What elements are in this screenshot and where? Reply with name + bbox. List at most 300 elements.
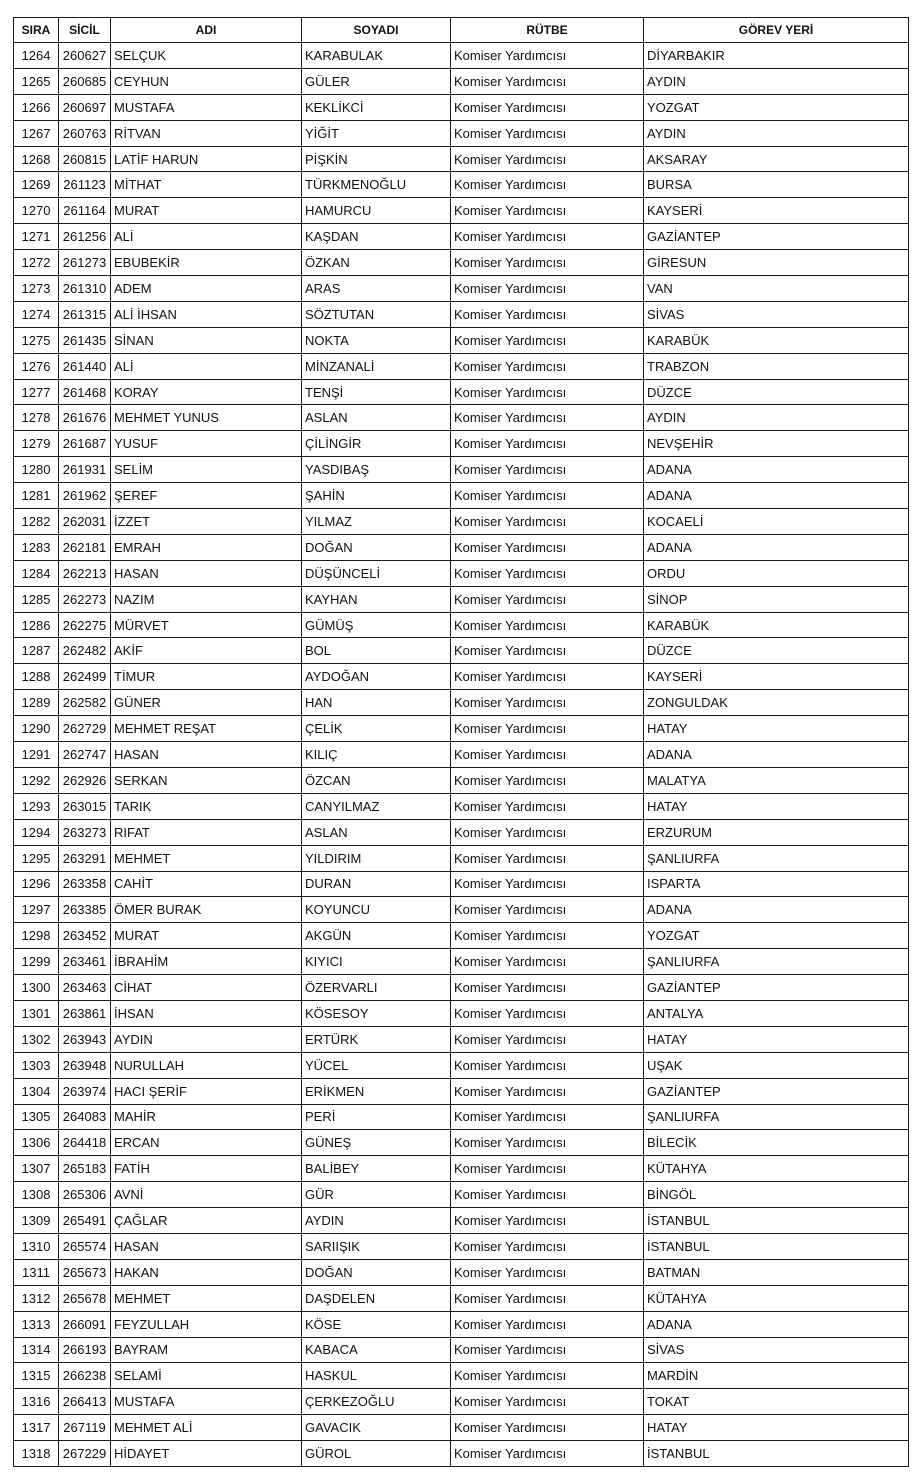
table-row — [14, 923, 909, 949]
cell-gorev-yeri: SİVAS — [644, 1337, 909, 1363]
cell-gorev-yeri: AYDIN — [644, 405, 909, 431]
cell-sicil: 260697 — [59, 94, 111, 120]
cell-adi: HİDAYET — [111, 1441, 302, 1467]
table-row — [14, 1233, 909, 1259]
cell-sicil: 266413 — [59, 1389, 111, 1415]
table-row — [14, 1311, 909, 1337]
table-row — [14, 1078, 909, 1104]
cell-sira: 1298 — [14, 923, 59, 949]
table-row — [14, 664, 909, 690]
cell-gorev-yeri: GAZİANTEP — [644, 224, 909, 250]
cell-soyadi: YÜCEL — [302, 1052, 451, 1078]
cell-sira: 1285 — [14, 586, 59, 612]
table-row — [14, 845, 909, 871]
cell-adi: ALİ — [111, 224, 302, 250]
table-row — [14, 1208, 909, 1234]
cell-rutbe: Komiser Yardımcısı — [451, 327, 644, 353]
cell-adi: HAKAN — [111, 1259, 302, 1285]
cell-sira: 1277 — [14, 379, 59, 405]
cell-soyadi: ERİKMEN — [302, 1078, 451, 1104]
cell-soyadi: YASDIBAŞ — [302, 457, 451, 483]
header-gorev-yeri: GÖREV YERİ — [644, 18, 909, 43]
cell-adi: CAHİT — [111, 871, 302, 897]
cell-sicil: 260763 — [59, 120, 111, 146]
cell-adi: ERCAN — [111, 1130, 302, 1156]
cell-sicil: 263273 — [59, 819, 111, 845]
cell-soyadi: AKGÜN — [302, 923, 451, 949]
cell-sira: 1310 — [14, 1233, 59, 1259]
cell-sira: 1278 — [14, 405, 59, 431]
cell-soyadi: KABACA — [302, 1337, 451, 1363]
header-soyadi: SOYADI — [302, 18, 451, 43]
cell-rutbe: Komiser Yardımcısı — [451, 379, 644, 405]
cell-soyadi: DOĞAN — [302, 534, 451, 560]
cell-sira: 1282 — [14, 509, 59, 535]
cell-rutbe: Komiser Yardımcısı — [451, 1000, 644, 1026]
cell-gorev-yeri: KARABÜK — [644, 327, 909, 353]
cell-rutbe: Komiser Yardımcısı — [451, 534, 644, 560]
cell-soyadi: DAŞDELEN — [302, 1285, 451, 1311]
cell-gorev-yeri: MALATYA — [644, 767, 909, 793]
cell-rutbe: Komiser Yardımcısı — [451, 1104, 644, 1130]
cell-adi: AKİF — [111, 638, 302, 664]
cell-sicil: 264083 — [59, 1104, 111, 1130]
cell-rutbe: Komiser Yardımcısı — [451, 43, 644, 69]
cell-gorev-yeri: AKSARAY — [644, 146, 909, 172]
cell-adi: MEHMET ALİ — [111, 1415, 302, 1441]
cell-rutbe: Komiser Yardımcısı — [451, 716, 644, 742]
cell-soyadi: AYDOĞAN — [302, 664, 451, 690]
cell-sira: 1265 — [14, 68, 59, 94]
cell-sicil: 261310 — [59, 276, 111, 302]
cell-sira: 1305 — [14, 1104, 59, 1130]
cell-adi: MAHİR — [111, 1104, 302, 1130]
cell-rutbe: Komiser Yardımcısı — [451, 1337, 644, 1363]
cell-soyadi: KARABULAK — [302, 43, 451, 69]
cell-adi: MUSTAFA — [111, 94, 302, 120]
cell-adi: MUSTAFA — [111, 1389, 302, 1415]
cell-adi: ÇAĞLAR — [111, 1208, 302, 1234]
table-row — [14, 250, 909, 276]
cell-gorev-yeri: İSTANBUL — [644, 1208, 909, 1234]
table-row — [14, 897, 909, 923]
cell-sicil: 262729 — [59, 716, 111, 742]
cell-sicil: 263015 — [59, 793, 111, 819]
cell-sira: 1291 — [14, 742, 59, 768]
cell-adi: SİNAN — [111, 327, 302, 353]
cell-soyadi: KOYUNCU — [302, 897, 451, 923]
cell-sicil: 261676 — [59, 405, 111, 431]
cell-rutbe: Komiser Yardımcısı — [451, 612, 644, 638]
cell-rutbe: Komiser Yardımcısı — [451, 923, 644, 949]
table-row — [14, 1363, 909, 1389]
cell-sira: 1271 — [14, 224, 59, 250]
cell-rutbe: Komiser Yardımcısı — [451, 1285, 644, 1311]
cell-sira: 1313 — [14, 1311, 59, 1337]
cell-rutbe: Komiser Yardımcısı — [451, 1156, 644, 1182]
cell-sicil: 266091 — [59, 1311, 111, 1337]
cell-soyadi: KAYHAN — [302, 586, 451, 612]
table-row — [14, 1389, 909, 1415]
cell-sicil: 262273 — [59, 586, 111, 612]
cell-sira: 1284 — [14, 560, 59, 586]
cell-adi: SERKAN — [111, 767, 302, 793]
cell-rutbe: Komiser Yardımcısı — [451, 1233, 644, 1259]
table-row — [14, 534, 909, 560]
header-sira: SIRA — [14, 18, 59, 43]
cell-rutbe: Komiser Yardımcısı — [451, 897, 644, 923]
table-row — [14, 586, 909, 612]
cell-rutbe: Komiser Yardımcısı — [451, 793, 644, 819]
table-row — [14, 1441, 909, 1467]
cell-sira: 1276 — [14, 353, 59, 379]
cell-adi: MURAT — [111, 923, 302, 949]
cell-sicil: 260815 — [59, 146, 111, 172]
cell-sicil: 263861 — [59, 1000, 111, 1026]
table-row — [14, 975, 909, 1001]
table-row — [14, 1285, 909, 1311]
cell-sicil: 265574 — [59, 1233, 111, 1259]
cell-rutbe: Komiser Yardımcısı — [451, 1363, 644, 1389]
cell-gorev-yeri: TOKAT — [644, 1389, 909, 1415]
cell-adi: AVNİ — [111, 1182, 302, 1208]
cell-soyadi: ARAS — [302, 276, 451, 302]
cell-sicil: 262031 — [59, 509, 111, 535]
cell-sira: 1264 — [14, 43, 59, 69]
cell-rutbe: Komiser Yardımcısı — [451, 690, 644, 716]
cell-gorev-yeri: GİRESUN — [644, 250, 909, 276]
cell-adi: HASAN — [111, 742, 302, 768]
cell-adi: AYDIN — [111, 1026, 302, 1052]
cell-gorev-yeri: ADANA — [644, 742, 909, 768]
cell-soyadi: ÇİLİNGİR — [302, 431, 451, 457]
cell-gorev-yeri: BATMAN — [644, 1259, 909, 1285]
table-row — [14, 120, 909, 146]
cell-sira: 1275 — [14, 327, 59, 353]
cell-adi: HACI ŞERİF — [111, 1078, 302, 1104]
cell-soyadi: GÜR — [302, 1182, 451, 1208]
cell-adi: MEHMET REŞAT — [111, 716, 302, 742]
cell-gorev-yeri: ZONGULDAK — [644, 690, 909, 716]
table-row — [14, 1000, 909, 1026]
cell-soyadi: HAN — [302, 690, 451, 716]
cell-adi: HASAN — [111, 560, 302, 586]
cell-rutbe: Komiser Yardımcısı — [451, 431, 644, 457]
cell-sicil: 266193 — [59, 1337, 111, 1363]
cell-adi: EBUBEKİR — [111, 250, 302, 276]
cell-adi: SELÇUK — [111, 43, 302, 69]
cell-gorev-yeri: DÜZCE — [644, 638, 909, 664]
cell-adi: RIFAT — [111, 819, 302, 845]
cell-rutbe: Komiser Yardımcısı — [451, 819, 644, 845]
cell-soyadi: ÖZERVARLI — [302, 975, 451, 1001]
cell-adi: İBRAHİM — [111, 949, 302, 975]
cell-soyadi: TENŞİ — [302, 379, 451, 405]
table-row — [14, 276, 909, 302]
cell-sicil: 265678 — [59, 1285, 111, 1311]
cell-sicil: 263358 — [59, 871, 111, 897]
cell-soyadi: ÖZKAN — [302, 250, 451, 276]
cell-rutbe: Komiser Yardımcısı — [451, 509, 644, 535]
cell-sicil: 260685 — [59, 68, 111, 94]
cell-sira: 1286 — [14, 612, 59, 638]
cell-sira: 1306 — [14, 1130, 59, 1156]
cell-gorev-yeri: ERZURUM — [644, 819, 909, 845]
table-row — [14, 379, 909, 405]
cell-adi: RİTVAN — [111, 120, 302, 146]
cell-rutbe: Komiser Yardımcısı — [451, 301, 644, 327]
cell-soyadi: GÜNEŞ — [302, 1130, 451, 1156]
cell-sira: 1297 — [14, 897, 59, 923]
cell-adi: ŞEREF — [111, 483, 302, 509]
cell-sira: 1299 — [14, 949, 59, 975]
cell-sira: 1302 — [14, 1026, 59, 1052]
cell-sicil: 265306 — [59, 1182, 111, 1208]
cell-sicil: 261256 — [59, 224, 111, 250]
cell-rutbe: Komiser Yardımcısı — [451, 68, 644, 94]
cell-sira: 1281 — [14, 483, 59, 509]
cell-sicil: 262213 — [59, 560, 111, 586]
cell-soyadi: DÜŞÜNCELİ — [302, 560, 451, 586]
cell-gorev-yeri: GAZİANTEP — [644, 975, 909, 1001]
cell-soyadi: DURAN — [302, 871, 451, 897]
cell-gorev-yeri: KAYSERİ — [644, 664, 909, 690]
cell-sira: 1289 — [14, 690, 59, 716]
cell-rutbe: Komiser Yardımcısı — [451, 457, 644, 483]
cell-sicil: 261468 — [59, 379, 111, 405]
cell-gorev-yeri: DÜZCE — [644, 379, 909, 405]
cell-soyadi: KIYICI — [302, 949, 451, 975]
cell-rutbe: Komiser Yardımcısı — [451, 224, 644, 250]
table-row — [14, 1259, 909, 1285]
cell-sicil: 263452 — [59, 923, 111, 949]
cell-sicil: 263463 — [59, 975, 111, 1001]
table-row — [14, 1415, 909, 1441]
cell-sicil: 266238 — [59, 1363, 111, 1389]
cell-soyadi: ŞAHİN — [302, 483, 451, 509]
cell-adi: ADEM — [111, 276, 302, 302]
cell-sira: 1301 — [14, 1000, 59, 1026]
cell-adi: FATİH — [111, 1156, 302, 1182]
cell-gorev-yeri: UŞAK — [644, 1052, 909, 1078]
cell-sicil: 261164 — [59, 198, 111, 224]
cell-sira: 1318 — [14, 1441, 59, 1467]
cell-adi: ALİ — [111, 353, 302, 379]
cell-soyadi: HASKUL — [302, 1363, 451, 1389]
cell-gorev-yeri: GAZİANTEP — [644, 1078, 909, 1104]
table-row — [14, 43, 909, 69]
cell-rutbe: Komiser Yardımcısı — [451, 1415, 644, 1441]
table-row — [14, 301, 909, 327]
cell-sira: 1270 — [14, 198, 59, 224]
cell-soyadi: CANYILMAZ — [302, 793, 451, 819]
cell-gorev-yeri: ŞANLIURFA — [644, 845, 909, 871]
cell-gorev-yeri: ŞANLIURFA — [644, 1104, 909, 1130]
cell-sira: 1295 — [14, 845, 59, 871]
cell-sicil: 263385 — [59, 897, 111, 923]
cell-gorev-yeri: HATAY — [644, 716, 909, 742]
cell-rutbe: Komiser Yardımcısı — [451, 198, 644, 224]
table-row — [14, 172, 909, 198]
table-row — [14, 871, 909, 897]
cell-gorev-yeri: KÜTAHYA — [644, 1285, 909, 1311]
cell-soyadi: AYDIN — [302, 1208, 451, 1234]
cell-gorev-yeri: ADANA — [644, 897, 909, 923]
cell-gorev-yeri: ADANA — [644, 457, 909, 483]
cell-soyadi: BALİBEY — [302, 1156, 451, 1182]
cell-sicil: 267229 — [59, 1441, 111, 1467]
table-row — [14, 1156, 909, 1182]
cell-adi: LATİF HARUN — [111, 146, 302, 172]
cell-soyadi: ÇERKEZOĞLU — [302, 1389, 451, 1415]
cell-soyadi: KÖSESOY — [302, 1000, 451, 1026]
cell-gorev-yeri: KAYSERİ — [644, 198, 909, 224]
cell-sicil: 261315 — [59, 301, 111, 327]
cell-sira: 1303 — [14, 1052, 59, 1078]
cell-rutbe: Komiser Yardımcısı — [451, 1052, 644, 1078]
cell-adi: MİTHAT — [111, 172, 302, 198]
cell-sicil: 261435 — [59, 327, 111, 353]
header-adi: ADI — [111, 18, 302, 43]
table-row — [14, 638, 909, 664]
cell-gorev-yeri: ADANA — [644, 534, 909, 560]
cell-soyadi: ÖZCAN — [302, 767, 451, 793]
cell-sira: 1267 — [14, 120, 59, 146]
header-rutbe: RÜTBE — [451, 18, 644, 43]
cell-rutbe: Komiser Yardımcısı — [451, 146, 644, 172]
cell-soyadi: KAŞDAN — [302, 224, 451, 250]
cell-adi: FEYZULLAH — [111, 1311, 302, 1337]
table-row — [14, 1104, 909, 1130]
cell-sicil: 262482 — [59, 638, 111, 664]
table-row — [14, 457, 909, 483]
cell-soyadi: GÜROL — [302, 1441, 451, 1467]
cell-sira: 1315 — [14, 1363, 59, 1389]
table-header — [14, 18, 909, 43]
cell-soyadi: KILIÇ — [302, 742, 451, 768]
cell-soyadi: NOKTA — [302, 327, 451, 353]
cell-adi: TİMUR — [111, 664, 302, 690]
cell-sira: 1307 — [14, 1156, 59, 1182]
cell-soyadi: GÜMÜŞ — [302, 612, 451, 638]
table-row — [14, 690, 909, 716]
table-row — [14, 793, 909, 819]
table-row — [14, 146, 909, 172]
cell-rutbe: Komiser Yardımcısı — [451, 483, 644, 509]
cell-rutbe: Komiser Yardımcısı — [451, 638, 644, 664]
cell-soyadi: YİĞİT — [302, 120, 451, 146]
cell-adi: MURAT — [111, 198, 302, 224]
cell-sira: 1290 — [14, 716, 59, 742]
cell-sira: 1311 — [14, 1259, 59, 1285]
cell-soyadi: DOĞAN — [302, 1259, 451, 1285]
cell-soyadi: ÇELİK — [302, 716, 451, 742]
table-row — [14, 94, 909, 120]
cell-adi: ALİ İHSAN — [111, 301, 302, 327]
cell-sira: 1308 — [14, 1182, 59, 1208]
table-row — [14, 819, 909, 845]
table-row — [14, 1337, 909, 1363]
cell-sicil: 261931 — [59, 457, 111, 483]
cell-soyadi: PERİ — [302, 1104, 451, 1130]
cell-soyadi: HAMURCU — [302, 198, 451, 224]
cell-gorev-yeri: KARABÜK — [644, 612, 909, 638]
cell-sira: 1309 — [14, 1208, 59, 1234]
cell-adi: ÖMER BURAK — [111, 897, 302, 923]
cell-gorev-yeri: NEVŞEHİR — [644, 431, 909, 457]
table-row — [14, 1130, 909, 1156]
cell-adi: TARIK — [111, 793, 302, 819]
cell-gorev-yeri: DİYARBAKIR — [644, 43, 909, 69]
table-row — [14, 742, 909, 768]
cell-adi: NAZIM — [111, 586, 302, 612]
cell-adi: MEHMET — [111, 1285, 302, 1311]
cell-sira: 1280 — [14, 457, 59, 483]
cell-adi: BAYRAM — [111, 1337, 302, 1363]
cell-sira: 1304 — [14, 1078, 59, 1104]
cell-rutbe: Komiser Yardımcısı — [451, 353, 644, 379]
cell-adi: NURULLAH — [111, 1052, 302, 1078]
cell-adi: GÜNER — [111, 690, 302, 716]
cell-rutbe: Komiser Yardımcısı — [451, 94, 644, 120]
cell-rutbe: Komiser Yardımcısı — [451, 1311, 644, 1337]
cell-rutbe: Komiser Yardımcısı — [451, 845, 644, 871]
cell-gorev-yeri: ANTALYA — [644, 1000, 909, 1026]
cell-rutbe: Komiser Yardımcısı — [451, 664, 644, 690]
cell-soyadi: YILMAZ — [302, 509, 451, 535]
cell-gorev-yeri: SİNOP — [644, 586, 909, 612]
table-row — [14, 68, 909, 94]
cell-rutbe: Komiser Yardımcısı — [451, 1026, 644, 1052]
cell-adi: MÜRVET — [111, 612, 302, 638]
cell-sicil: 262582 — [59, 690, 111, 716]
cell-rutbe: Komiser Yardımcısı — [451, 250, 644, 276]
cell-rutbe: Komiser Yardımcısı — [451, 1078, 644, 1104]
cell-sira: 1272 — [14, 250, 59, 276]
cell-soyadi: YILDIRIM — [302, 845, 451, 871]
cell-rutbe: Komiser Yardımcısı — [451, 1441, 644, 1467]
cell-adi: MEHMET YUNUS — [111, 405, 302, 431]
cell-gorev-yeri: ADANA — [644, 1311, 909, 1337]
table-row — [14, 767, 909, 793]
header-row — [14, 18, 909, 43]
cell-sicil: 261687 — [59, 431, 111, 457]
cell-sira: 1317 — [14, 1415, 59, 1441]
cell-adi: YUSUF — [111, 431, 302, 457]
cell-gorev-yeri: BİNGÖL — [644, 1182, 909, 1208]
cell-soyadi: ERTÜRK — [302, 1026, 451, 1052]
cell-sira: 1312 — [14, 1285, 59, 1311]
cell-soyadi: GAVACIK — [302, 1415, 451, 1441]
cell-sicil: 263948 — [59, 1052, 111, 1078]
cell-sicil: 263461 — [59, 949, 111, 975]
table-row — [14, 198, 909, 224]
cell-rutbe: Komiser Yardımcısı — [451, 172, 644, 198]
table-row — [14, 949, 909, 975]
cell-adi: İHSAN — [111, 1000, 302, 1026]
cell-gorev-yeri: HATAY — [644, 1026, 909, 1052]
cell-rutbe: Komiser Yardımcısı — [451, 1259, 644, 1285]
cell-sira: 1296 — [14, 871, 59, 897]
cell-sira: 1268 — [14, 146, 59, 172]
cell-sicil: 267119 — [59, 1415, 111, 1441]
cell-rutbe: Komiser Yardımcısı — [451, 1130, 644, 1156]
table-body — [14, 43, 909, 1467]
table-row — [14, 1026, 909, 1052]
cell-adi: KORAY — [111, 379, 302, 405]
cell-rutbe: Komiser Yardımcısı — [451, 767, 644, 793]
cell-sicil: 262181 — [59, 534, 111, 560]
